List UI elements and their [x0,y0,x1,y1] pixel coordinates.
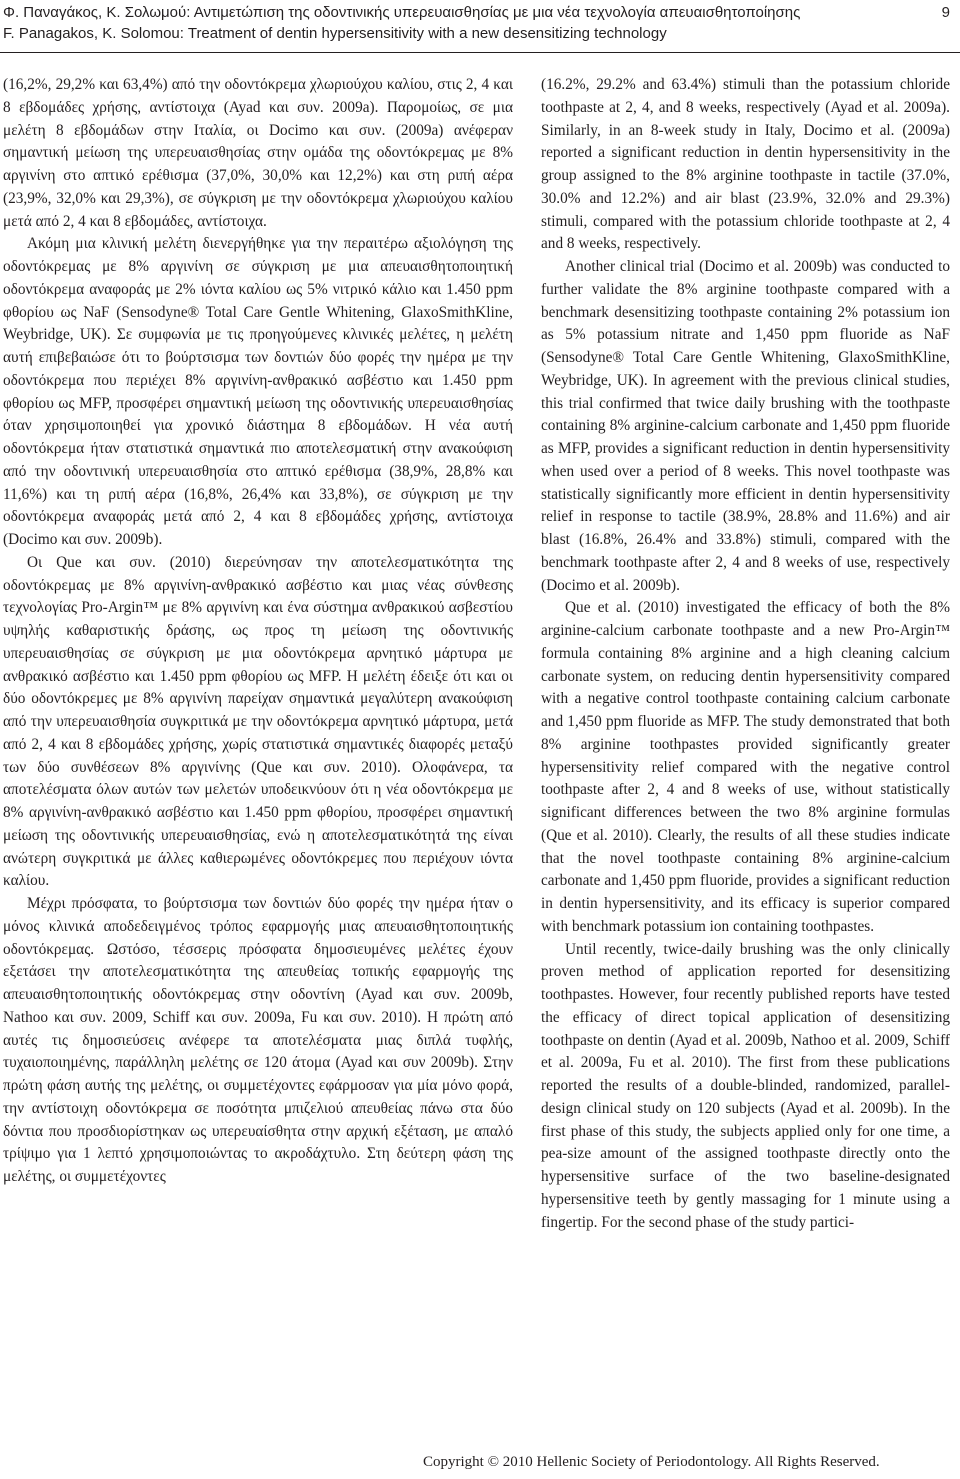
greek-paragraph: (16,2%, 29,2% και 63,4%) από την οδοντόκρεμα χλωριούχου καλίου, στις 2, 4 και 8 εβδομάδες χρήσης, αντίστοιχα (Ayad και συν. 2009a). Παρομοίως, σε μια μελέτη 8 εβδομάδων στην Ιταλία, οι Docimo και συν. (2009a) ανέφεραν σημαντική μείωση της υπερευαισθησίας στην ομάδα της οδοντόκρεμας με 8% αργινίνη στο απτικό ερέθισμα (37,0%, 30,0% και 12,2%) και στη ριπή αέρα (23,9%, 32,0% και 29,3%), σε σύγκριση με την οδοντόκρεμα χλωριούχου καλίου μετά από 2, 4 και 8 εβδομάδες, αντίστοιχα. [3,76,513,230]
english-text-column [541,74,950,1234]
header-rule [0,52,960,53]
running-title-english: F. Panagakos, K. Solomou: Treatment of dentin hypersensitivity with a new desensitizing technology [3,25,667,42]
english-paragraph: Until recently, twice-daily brushing was the only clinically proven method of application reported for desensitizing toothpastes. However, four recently published reports have tested the efficacy of direct topical application of desensitizing toothpaste on dentin (Ayad et al. 2009b, Nathoo et al. 2009, Schiff et al. 2009a, Fu et al. 2010). The first from these publications reported the results of a double-blinded, randomized, parallel-design clinical study on 120 subjects (Ayad et al. 2009b). In the first phase of this study, the subjects applied only for one time, a pea-size amount of the assigned toothpaste directly onto the hypersensitive surface of the two baseline-designated hypersensitive teeth by gently massaging for 1 minute using a fingertip. For the second phase of the study partici- [541,940,950,1231]
running-header [0,0,960,52]
greek-text-column [3,74,513,1189]
greek-paragraph: Οι Que και συν. (2010) διερεύνησαν την αποτελεσματικότητα της οδοντόκρεμας με 8% αργινίνη-ανθρακικό ασβέστιο και μιας νέας σύνθεσης τεχνολογίας Pro-Argin™ με 8% αργινίνη και ένα σύστημα ανθρακικού ασβεστίου υψηλής καθαριστικής δράσης, ως προς τη μείωση της οδοντινικής υπερευαισθησίας σε σύγκριση με μια οδοντόκρεμα αρνητικό μάρτυρα με ανθρακικό ασβέστιο και 1.450 ppm φθορίου ως MFP. Η μελέτη έδειξε ότι και οι δύο οδοντόκρεμες με 8% αργινίνη παρείχαν σημαντικά μεγαλύτερη ανακούφιση από την υπερευαισθησία συγκριτικά με την οδοντόκρεμα αρνητικό μάρτυρα, μετά από 2, 4 και 8 εβδομάδες χρήσης, χωρίς στατιστικά σημαντικές διαφορές μεταξύ των δύο συνθέσεων 8% αργινίνης (Que και συν. 2010). Ολοφάνερα, τα αποτελέσματα όλων αυτών των μελετών υποδεικνύουν ότι η νέα οδοντόκρεμα με 8% αργινίνη-ανθρακικό ασβέστιο και 1.450 ppm φθορίου, προσφέρει σημαντική μείωση της οδοντινικής υπερευαισθησίας, ενώ η αποτελεσματικότητά της είναι ανώτερη συγκριτικά με άλλες καθιερωμένες οδοντόκρεμες που περιέχουν ιόντα καλίου. [3,553,513,890]
page-number: 9 [941,4,950,21]
greek-paragraph: Μέχρι πρόσφατα, το βούρτσισμα των δοντιών δύο φορές την ημέρα ήταν ο μόνος κλινικά αποδεδειγμένος τρόπος εφαρμογής μιας απευαισθητοποιητικής οδοντόκρεμας. Ωστόσο, τέσσερις πρόσφατα δημοσιευμένες μελέτες έχουν εξετάσει την αποτελεσματικότητα της απευθείας τοπικής εφαρμογής της απευαισθητοποιητικής οδοντόκρεμας στην οδοντίνη (Ayad και συν. 2009b, Nathoo και συν. 2009, Schiff και συν. 2009a, Fu και συν. 2010). Η πρώτη από αυτές τις δημοσιεύσεις ανέφερε τα αποτελέσματα μιας διπλά τυφλής, τυχαιοποιημένης, παράλληλη μελέτης σε 120 άτομα (Ayad και συν 2009b). Στην πρώτη φάση αυτής της μελέτης, οι συμμετέχοντες εφάρμοσαν για μία μόνο φορά, την αντίστοιχη οδοντόκρεμα σε ποσότητα μπιζελιού απευθείας πάνω στα δύο δόντια που προσδιορίστηκαν ως υπερευαίσθητα στην αρχική εξέταση, με απαλό τρίψιμο για 1 λεπτό χρησιμοποιώντας το ακροδάχτυλο. Στη δεύτερη φάση της μελέτης, οι συμμετέχοντες [3,895,513,1185]
english-paragraph: Que et al. (2010) investigated the efficacy of both the 8% arginine-calcium carbonate toothpaste and a new Pro-Argin™ formula containing 8% arginine and a high cleaning calcium carbonate system, on reducing dentin hypersensitivity compared with a negative control toothpaste containing calcium carbonate and 1,450 ppm fluoride as MFP. The study demonstrated that both 8% arginine toothpastes provided significantly greater hypersensitivity relief compared with the negative control toothpaste after 2, 4 and 8 weeks of use, without statistically significant differences between the two 8% arginine formulas (Que et al. 2010). Clearly, the results of all these studies indicate that the novel toothpaste containing 8% arginine-calcium carbonate and 1,450 ppm fluoride, provides a significant reduction in dentin hypersensitivity, and its efficacy is superior compared with benchmark potassium ion containing toothpastes. [541,599,950,935]
copyright-footer: Copyright © 2010 Hellenic Society of Periodontology. All Rights Reserved. [423,1454,880,1470]
running-title-greek: Φ. Παναγάκος, Κ. Σολωμού: Αντιμετώπιση της οδοντινικής υπερευαισθησίας με μια νέα τεχνολογία απευαισθητοποίησης [3,4,801,21]
greek-paragraph: Ακόμη μια κλινική μελέτη διενεργήθηκε για την περαιτέρω αξιολόγηση της οδοντόκρεμας με 8% αργινίνη σε σύγκριση με μια απευαισθητοποιητική οδοντόκρεμα αναφοράς με 2% ιόντα καλίου ως 5% νιτρικό κάλιο και 1.450 ppm φθορίου ως NaF (Sensodyne® Total Care Gentle Whitening, GlaxoSmithKline, Weybridge, UK). Σε συμφωνία με τις προηγούμενες κλινικές μελέτες, η μελέτη αυτή επιβεβαιώσε ότι το βούρτσισμα των δοντιών δύο φορές την ημέρα με την οδοντόκρεμα που περιέχει 8% αργινίνη-ανθρακικό ασβέστιο και 1.450 ppm φθορίου ως MFP, προσφέρει σημαντική μείωση της οδοντινικής υπερευαισθησίας όταν χρησιμοποιηθεί για χρονικό διάστημα 8 εβδομάδων. Η νέα αυτή οδοντόκρεμα ήταν στατιστικά σημαντικά πιο αποτελεσματική στην ανακούφιση από την οδοντινική υπερευαισθησία στο απτικό ερέθισμα (38,9%, 28,8% και 11,6%) και τη ριπή αέρα (16,8%, 26,4% και 33,8%), σε σύγκριση με την οδοντόκρεμα αναφοράς μετά από 2, 4 και 8 εβδομάδες χρήσης, αντίστοιχα (Docimo και συν. 2009b). [3,235,513,548]
english-paragraph: (16.2%, 29.2% and 63.4%) stimuli than the potassium chloride toothpaste at 2, 4, and 8 weeks, respectively (Ayad et al. 2009a). Similarly, in an 8-week study in Italy, Docimo et al. (2009a) reported a significant reduction in dentin hypersensitivity in the group assigned to the 8% arginine toothpaste in tactile (37.0%, 30.0% and 12.2%) and air blast (23.9%, 32.0% and 29.3%) stimuli, compared with the potassium chloride toothpaste at 2, 4 and 8 weeks, respectively. [541,76,950,253]
english-paragraph: Another clinical trial (Docimo et al. 2009b) was conducted to further validate the 8% arginine toothpaste compared with a benchmark desensitizing toothpaste containing 2% potassium ion as 5% potassium nitrate and 1,450 ppm fluoride as NaF (Sensodyne® Total Care Gentle Whitening, GlaxoSmithKline, Weybridge, UK). In agreement with the previous clinical studies, this trial confirmed that twice daily brushing with the toothpaste containing 8% arginine-calcium carbonate and 1,450 ppm fluoride as MFP, provides a significant reduction in dentin hypersensitivity when used over a period of 8 weeks. This novel toothpaste was statistically significantly more efficient in dentin hypersensitivity relief in response to tactile (38.9%, 28.8% and 11.6%) and air blast (16.8%, 26.4% and 33.8%) stimuli, compared with the benchmark toothpaste after 2, 4 and 8 weeks of use, respectively (Docimo et al. 2009b). [541,258,950,594]
